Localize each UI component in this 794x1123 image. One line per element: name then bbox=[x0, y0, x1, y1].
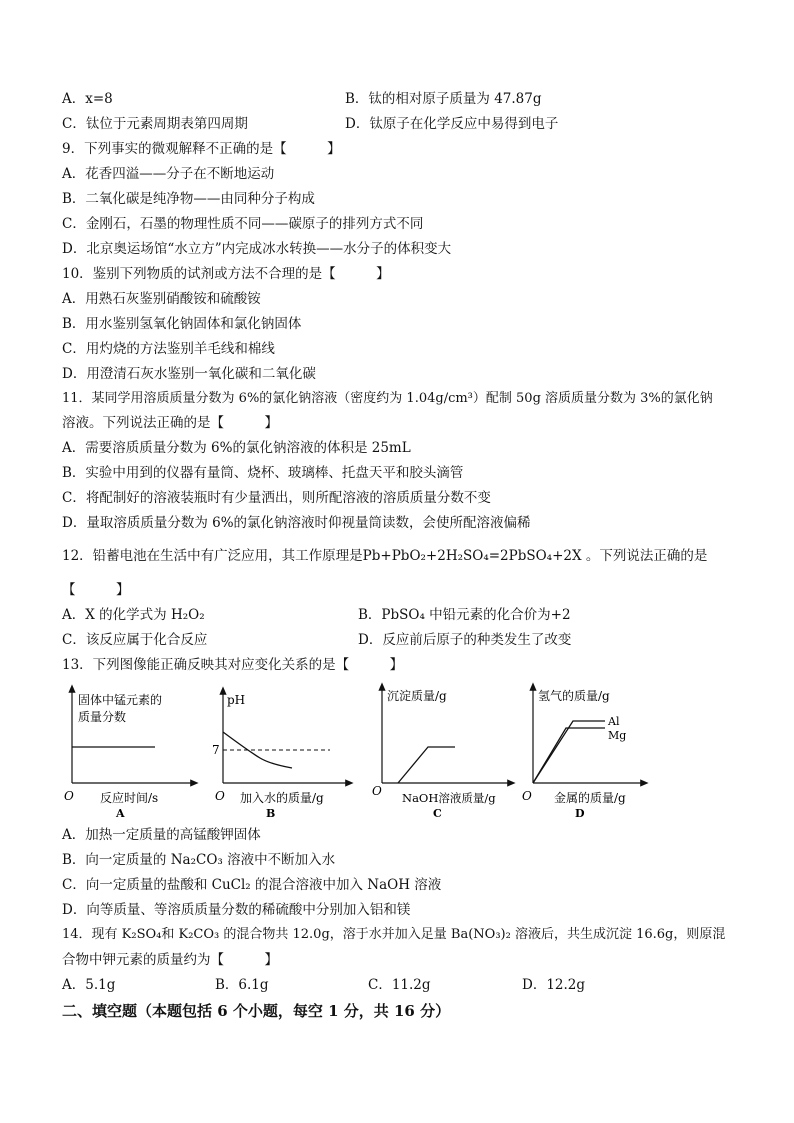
q9-option-d: D．北京奥运场馆“水立方”内完成冰水转换——水分子的体积变大 bbox=[62, 241, 452, 257]
q14-option-b: B．6.1g bbox=[215, 977, 269, 993]
q13-option-d: D．向等质量、等溶质质量分数的稀硫酸中分别加入铝和镁 bbox=[62, 902, 411, 918]
q13-graphs bbox=[60, 680, 650, 820]
graph-c-line bbox=[398, 747, 455, 783]
q12-option-a: A．X 的化学式为 H₂O₂ bbox=[62, 607, 205, 623]
graph-b-origin: O bbox=[215, 789, 225, 803]
q12-stem: 12．铅蓄电池在生活中有广泛应用，其工作原理是Pb+PbO₂+2H₂SO₄=2PbSO₄+2X 。下列说法正确的是 bbox=[62, 548, 708, 564]
graph-d-line-mg bbox=[533, 728, 605, 783]
graph-c bbox=[372, 686, 512, 820]
q9-stem: 9．下列事实的微观解释不正确的是【 】 bbox=[62, 141, 341, 157]
section-2-heading: 二、填空题（本题包括 6 个小题，每空 1 分，共 16 分） bbox=[62, 1002, 451, 1020]
graph-b-seven: 7 bbox=[212, 743, 220, 757]
q14-stem-line1: 14．现有 K₂SO₄和 K₂CO₃ 的混合物共 12.0g，溶于水并加入足量 Ba(NO₃)₂ 溶液后，共生成沉淀 16.6g，则原混 bbox=[62, 927, 726, 942]
q13-stem: 13．下列图像能正确反映其对应变化关系的是【 】 bbox=[62, 657, 404, 673]
q11-stem-line1: 11．某同学用溶质质量分数为 6%的氯化钠溶液（密度约为 1.04g/cm³）配制 50g 溶质质量分数为 3%的氯化钠 bbox=[62, 391, 713, 406]
q14-option-a: A．5.1g bbox=[62, 977, 116, 993]
graph-a-tag: A bbox=[116, 807, 125, 820]
graph-b-tag: B bbox=[266, 807, 276, 820]
q12-option-d: D．反应前后原子的种类发生了改变 bbox=[358, 632, 572, 648]
graph-c-ylabel: 沉淀质量/g bbox=[387, 689, 447, 703]
q10-option-d: D．用澄清石灰水鉴别一氧化碳和二氧化碳 bbox=[62, 366, 316, 382]
graph-a-ylabel-2: 质量分数 bbox=[78, 710, 127, 724]
q12-option-c: C．该反应属于化合反应 bbox=[62, 632, 208, 648]
q11-option-b: B．实验中用到的仪器有量筒、烧杯、玻璃棒、托盘天平和胶头滴管 bbox=[62, 465, 464, 481]
q10-option-a: A．用熟石灰鉴别硝酸铵和硫酸铵 bbox=[62, 291, 261, 307]
q14-stem-line2: 合物中钾元素的质量约为【 】 bbox=[62, 952, 278, 968]
q8-option-a: A．x=8 bbox=[62, 91, 113, 107]
q11-stem-line2: 溶液。下列说法正确的是【 】 bbox=[62, 415, 278, 431]
q10-option-c: C．用灼烧的方法鉴别羊毛线和棉线 bbox=[62, 341, 275, 357]
graph-b bbox=[212, 690, 350, 820]
graph-d-origin: O bbox=[522, 789, 532, 803]
q11-option-d: D．量取溶质质量分数为 6%的氯化钠溶液时仰视量筒读数，会使所配溶液偏稀 bbox=[62, 515, 531, 531]
q8-option-d: D．钛原子在化学反应中易得到电子 bbox=[345, 116, 559, 132]
graph-c-origin: O bbox=[372, 784, 382, 798]
q12-answer-bracket: 【 】 bbox=[62, 582, 130, 598]
q13-option-a: A．加热一定质量的高锰酸钾固体 bbox=[62, 827, 261, 843]
q9-option-b: B．二氧化碳是纯净物——由同种分子构成 bbox=[62, 191, 315, 207]
q10-stem: 10．鉴别下列物质的试剂或方法不合理的是【 】 bbox=[62, 266, 390, 282]
q11-option-a: A．需要溶质质量分数为 6%的氯化钠溶液的体积是 25mL bbox=[62, 440, 411, 456]
graph-d-xlabel: 金属的质量/g bbox=[554, 791, 626, 805]
q9-option-a: A．花香四溢——分子在不断地运动 bbox=[62, 166, 275, 182]
q10-option-b: B．用水鉴别氢氧化钠固体和氯化钠固体 bbox=[62, 316, 302, 332]
graph-a-origin: O bbox=[64, 789, 74, 803]
graph-d-al-label: Al bbox=[608, 715, 620, 728]
q9-option-c: C．金刚石，石墨的物理性质不同——碳原子的排列方式不同 bbox=[62, 216, 424, 232]
graph-d bbox=[522, 686, 645, 820]
q13-option-b: B．向一定质量的 Na₂CO₃ 溶液中不断加入水 bbox=[62, 852, 336, 868]
graph-a bbox=[64, 688, 195, 820]
graph-b-ylabel: pH bbox=[227, 693, 246, 707]
graph-d-tag: D bbox=[575, 807, 585, 820]
graph-a-xlabel: 反应时间/s bbox=[100, 791, 159, 805]
q8-option-b: B．钛的相对原子质量为 47.87g bbox=[345, 91, 542, 107]
q13-option-c: C．向一定质量的盐酸和 CuCl₂ 的混合溶液中加入 NaOH 溶液 bbox=[62, 877, 442, 893]
q8-option-c: C．钛位于元素周期表第四周期 bbox=[62, 116, 248, 132]
graph-c-xlabel: NaOH溶液质量/g bbox=[402, 791, 496, 805]
q14-option-d: D．12.2g bbox=[522, 977, 586, 993]
graph-d-ylabel: 氢气的质量/g bbox=[538, 689, 610, 703]
q14-option-c: C．11.2g bbox=[368, 977, 431, 993]
q12-option-b: B．PbSO₄ 中铅元素的化合价为+2 bbox=[358, 607, 571, 623]
graph-b-xlabel: 加入水的质量/g bbox=[240, 791, 324, 805]
graph-d-mg-label: Mg bbox=[608, 729, 627, 742]
graph-a-ylabel-1: 固体中锰元素的 bbox=[78, 693, 163, 707]
graph-c-tag: C bbox=[433, 807, 442, 820]
graph-d-line-al bbox=[533, 721, 605, 783]
q11-option-c: C．将配制好的溶液装瓶时有少量洒出，则所配溶液的溶质质量分数不变 bbox=[62, 490, 491, 506]
